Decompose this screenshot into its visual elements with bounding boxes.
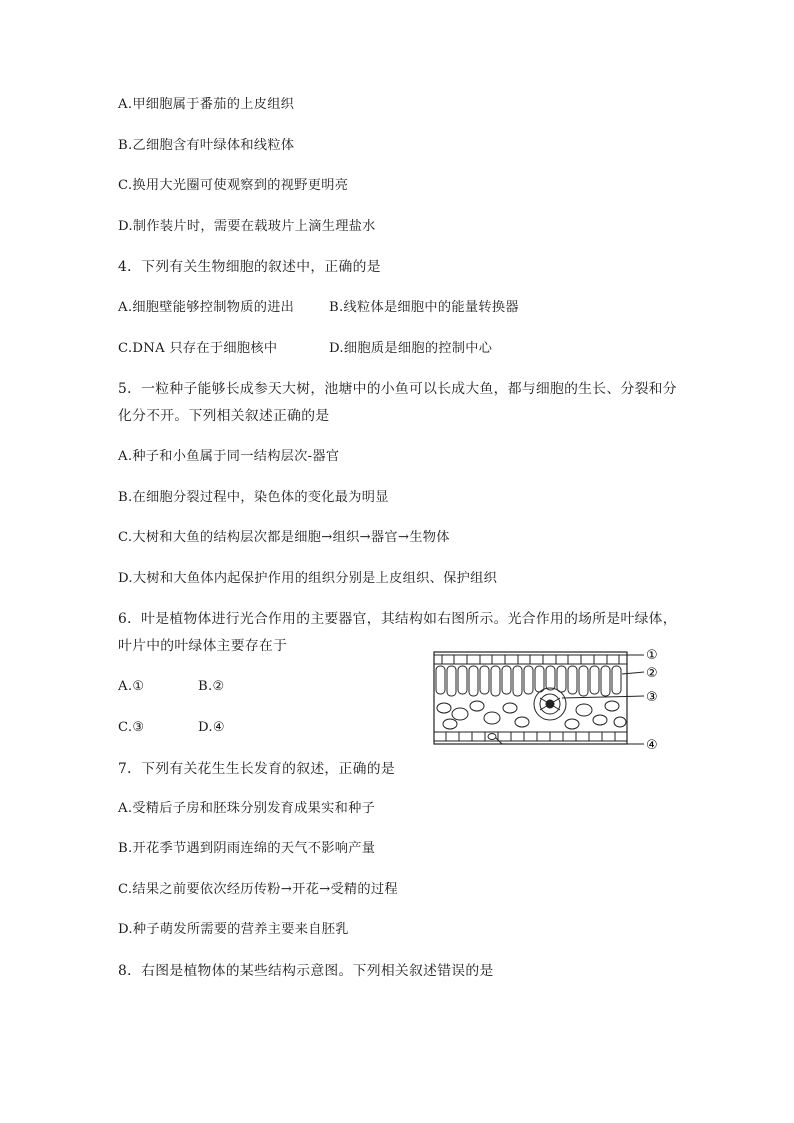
q6-option-b: B.② bbox=[198, 679, 225, 694]
q6-option-a: A.① bbox=[118, 679, 145, 694]
q8-stem: 8．右图是植物体的某些结构示意图。下列相关叙述错误的是 bbox=[118, 963, 494, 979]
q5-option-c: C.大树和大鱼的结构层次都是细胞→组织→器官→生物体 bbox=[118, 530, 450, 545]
q3-option-a: A.甲细胞属于番茄的上皮组织 bbox=[118, 97, 295, 112]
q5-option-d: D.大树和大鱼体内起保护作用的组织分别是上皮组织、保护组织 bbox=[118, 571, 498, 586]
figure-label-4: ④ bbox=[646, 738, 658, 752]
q3-option-b: B.乙细胞含有叶绿体和线粒体 bbox=[118, 138, 295, 153]
q3-option-d: D.制作装片时，需要在载玻片上滴生理盐水 bbox=[118, 219, 376, 234]
q3-option-c: C.换用大光圈可使观察到的视野更明亮 bbox=[118, 178, 349, 193]
q4-stem: 4．下列有关生物细胞的叙述中，正确的是 bbox=[118, 259, 381, 275]
q7-option-a: A.受精后子房和胚珠分别发育成果实和种子 bbox=[118, 801, 376, 816]
q5-option-a: A.种子和小鱼属于同一结构层次-器官 bbox=[118, 449, 340, 464]
figure-label-3: ③ bbox=[646, 690, 658, 705]
leaf-cross-section-figure bbox=[432, 646, 682, 752]
q4-option-a: A.细胞壁能够控制物质的进出 bbox=[118, 300, 295, 315]
q6-stem-line2: 叶片中的叶绿体主要存在于 bbox=[118, 638, 288, 654]
leader-lines bbox=[496, 655, 644, 744]
upper-epidermis bbox=[434, 655, 627, 664]
q4-option-c: C.DNA 只存在于细胞核中 bbox=[118, 341, 278, 356]
leaf-vein bbox=[534, 688, 566, 720]
q6-option-c: C.③ bbox=[118, 720, 145, 735]
q6-option-d: D.④ bbox=[198, 720, 226, 735]
q4-option-b: B.线粒体是细胞中的能量转换器 bbox=[329, 300, 519, 315]
q7-option-c: C.结果之前要依次经历传粉→开花→受精的过程 bbox=[118, 882, 398, 897]
q6-stem-line1: 6．叶是植物体进行光合作用的主要器官，其结构如右图所示。光合作用的场所是叶绿体， bbox=[118, 611, 677, 627]
figure-label-1: ① bbox=[646, 648, 658, 663]
q7-stem: 7．下列有关花生生长发育的叙述，正确的是 bbox=[118, 761, 395, 777]
lower-epidermis bbox=[434, 732, 627, 741]
figure-label-2: ② bbox=[646, 666, 658, 681]
q7-option-b: B.开花季节遇到阴雨连绵的天气不影响产量 bbox=[118, 841, 376, 856]
palisade-layer bbox=[436, 666, 621, 696]
q5-stem-line1: 5．一粒种子能够长成参天大树，池塘中的小鱼可以长成大鱼，都与细胞的生长、分裂和分 bbox=[118, 381, 677, 397]
q4-option-d: D.细胞质是细胞的控制中心 bbox=[329, 341, 493, 356]
spongy-layer bbox=[437, 701, 626, 729]
q5-option-b: B.在细胞分裂过程中，染色体的变化最为明显 bbox=[118, 490, 389, 505]
q5-stem-line2: 化分不开。下列相关叙述正确的是 bbox=[118, 408, 330, 424]
q7-option-d: D.种子萌发所需要的营养主要来自胚乳 bbox=[118, 922, 349, 937]
